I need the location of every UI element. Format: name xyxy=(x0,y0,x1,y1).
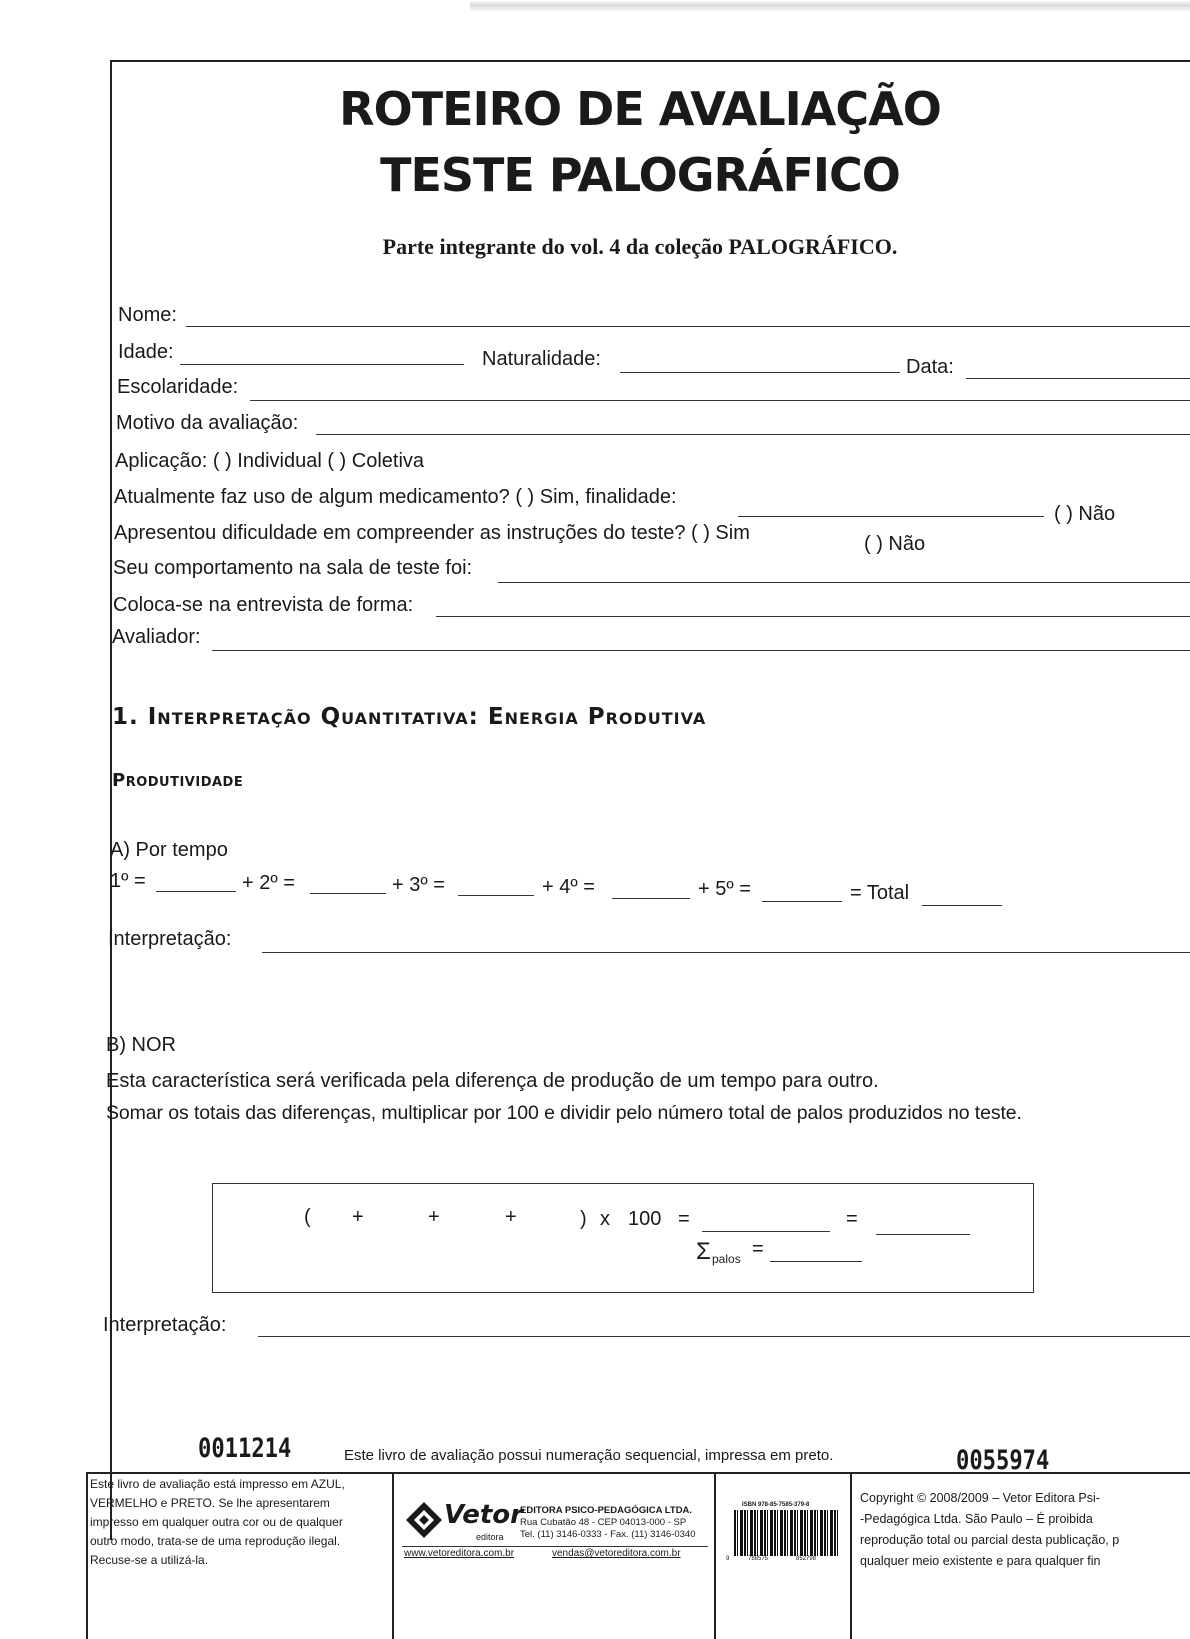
total-label: = Total xyxy=(850,882,910,904)
formula-close-paren: ) xyxy=(580,1208,587,1230)
medicamento-finalidade-field[interactable] xyxy=(738,516,1044,517)
site-link[interactable]: www.vetoreditora.com.br xyxy=(404,1548,515,1559)
entrevista-label: Coloca-se na entrevista de forma: xyxy=(113,594,414,616)
tempo-3-field[interactable] xyxy=(458,895,534,896)
footer-divider-3 xyxy=(850,1472,852,1639)
barcode-digits-left: 788575 xyxy=(748,1556,769,1562)
interpretacao-label-b: Interpretação: xyxy=(103,1314,227,1336)
formula-final-field[interactable] xyxy=(876,1234,970,1235)
email-link[interactable]: vendas@vetoreditora.com.br xyxy=(552,1548,681,1559)
contact-rule xyxy=(402,1546,708,1547)
sigma-palos-field[interactable] xyxy=(770,1261,862,1262)
idade-field[interactable] xyxy=(180,364,464,365)
tempo-4-field[interactable] xyxy=(612,898,690,899)
publisher-info xyxy=(520,1505,696,1541)
formula-equals-1: = xyxy=(678,1208,690,1230)
motivo-field[interactable] xyxy=(316,434,1190,435)
tempo-1-label: 1º = xyxy=(110,870,146,892)
notice-line: Este livro de avaliação está impresso em AZUL, xyxy=(90,1477,345,1491)
avaliador-field[interactable] xyxy=(212,650,1190,651)
publisher-line: Tel. (11) 3146-0333 - Fax. (11) 3146-0340 xyxy=(520,1529,696,1540)
formula-times: x xyxy=(600,1208,610,1230)
section-title: 1. Interpretação Quantitativa: Energia Produtiva xyxy=(112,704,707,730)
nor-label: B) NOR xyxy=(106,1034,176,1056)
interpretacao-field-a[interactable] xyxy=(262,952,1190,953)
sigma-symbol: Σ xyxy=(696,1238,711,1265)
escolaridade-field[interactable] xyxy=(250,400,1190,401)
serial-note: Este livro de avaliação possui numeração sequencial, impressa em preto. xyxy=(344,1447,834,1464)
isbn-label: ISBN 978-85-7585-379-8 xyxy=(742,1502,810,1508)
motivo-label: Motivo da avaliação: xyxy=(116,412,299,434)
medicamento-nao-checkbox[interactable]: ( ) Não xyxy=(1054,503,1116,525)
interpretacao-label-a: Interpretação: xyxy=(108,928,232,950)
formula-plus-2: + xyxy=(428,1206,440,1228)
footer-divider xyxy=(86,1472,1190,1474)
data-label: Data: xyxy=(906,356,954,378)
nor-description-2: Somar os totais das diferenças, multiplicar por 100 e dividir pelo número total de palos produzidos no teste. xyxy=(106,1102,1022,1124)
tempo-5-field[interactable] xyxy=(762,901,842,902)
sigma-equals: = xyxy=(752,1238,764,1260)
tempo-1-field[interactable] xyxy=(156,891,236,892)
barcode-icon xyxy=(734,1510,840,1556)
copyright-line: reprodução total ou parcial desta publicação, p xyxy=(860,1533,1120,1547)
tempo-2-field[interactable] xyxy=(310,893,386,894)
tempo-4-label: + 4º = xyxy=(542,876,595,898)
notice-line: VERMELHO e PRETO. Se lhe apresentarem xyxy=(90,1496,330,1510)
tempo-3-label: + 3º = xyxy=(392,874,445,896)
por-tempo-label: A) Por tempo xyxy=(110,839,228,861)
serial-number-left: 0011214 xyxy=(198,1433,292,1464)
sigma-subscript: palos xyxy=(712,1252,741,1266)
aplicacao-checkboxes[interactable]: Aplicação: ( ) Individual ( ) Coletiva xyxy=(115,450,425,472)
serial-number-right: 0055974 xyxy=(956,1445,1050,1476)
copyright-line: qualquer meio existente e para qualquer fin xyxy=(860,1554,1101,1568)
vetor-brand: Vetor xyxy=(444,1500,523,1530)
frame-top-border xyxy=(110,60,1190,62)
copyright-line: -Pedagógica Ltda. São Paulo – É proibida xyxy=(860,1512,1093,1526)
interpretacao-field-b[interactable] xyxy=(258,1336,1190,1337)
page-title-line1: ROTEIRO DE AVALIAÇÃO xyxy=(339,82,941,136)
avaliador-label: Avaliador: xyxy=(112,626,201,648)
copyright-line: Copyright © 2008/2009 – Vetor Editora Psi- xyxy=(860,1491,1100,1505)
vetor-logo-icon xyxy=(404,1500,444,1540)
notice-line: Recuse-se a utilizá-la. xyxy=(90,1553,209,1567)
notice-line: outro modo, trata-se de uma reprodução ilegal. xyxy=(90,1534,341,1548)
formula-plus-3: + xyxy=(505,1206,517,1228)
formula-plus-1: + xyxy=(352,1206,364,1228)
nor-description-1: Esta característica será verificada pela diferença de produção de um tempo para outro. xyxy=(106,1070,879,1092)
scan-artifact xyxy=(470,0,1190,12)
comportamento-field[interactable] xyxy=(498,582,1190,583)
footer-notice xyxy=(90,1475,345,1570)
tempo-5-label: + 5º = xyxy=(698,878,751,900)
nome-label: Nome: xyxy=(118,304,177,326)
formula-open-paren: ( xyxy=(304,1206,311,1228)
naturalidade-label: Naturalidade: xyxy=(482,348,601,370)
dificuldade-nao-checkbox[interactable]: ( ) Não xyxy=(864,533,926,555)
barcode-digits-right: 852798 xyxy=(796,1556,817,1562)
page-subtitle: Parte integrante do vol. 4 da coleção PALOGRÁFICO. xyxy=(382,234,898,259)
nome-field[interactable] xyxy=(186,326,1190,327)
footer-divider-2 xyxy=(714,1472,716,1639)
dificuldade-question[interactable]: Apresentou dificuldade em compreender as instruções do teste? ( ) Sim xyxy=(114,522,750,544)
naturalidade-field[interactable] xyxy=(620,372,900,373)
total-field[interactable] xyxy=(922,905,1002,906)
data-field[interactable] xyxy=(966,378,1190,379)
idade-label: Idade: xyxy=(118,341,174,363)
page-title-line2: TESTE PALOGRÁFICO xyxy=(380,148,900,202)
footer-copyright xyxy=(860,1488,1119,1572)
footer-divider-1 xyxy=(392,1472,394,1639)
publisher-line: Rua Cubatão 48 - CEP 04013-000 - SP xyxy=(520,1517,687,1528)
notice-line: impresso em qualquer outra cor ou de qualquer xyxy=(90,1515,343,1529)
footer-left-border xyxy=(86,1472,88,1639)
comportamento-label: Seu comportamento na sala de teste foi: xyxy=(113,557,473,579)
subsection-title: Produtividade xyxy=(112,770,244,791)
tempo-2-label: + 2º = xyxy=(242,872,295,894)
escolaridade-label: Escolaridade: xyxy=(117,376,239,398)
nor-formula-box xyxy=(212,1183,1034,1293)
barcode-digit-lead: 9 xyxy=(726,1556,730,1562)
formula-equals-2: = xyxy=(846,1208,858,1230)
formula-result-field[interactable] xyxy=(702,1231,830,1232)
vetor-brand-sub: editora xyxy=(476,1532,504,1542)
entrevista-field[interactable] xyxy=(436,616,1190,617)
formula-hundred: 100 xyxy=(628,1208,662,1230)
medicamento-question[interactable]: Atualmente faz uso de algum medicamento? ( ) Sim, finalidade: xyxy=(114,486,677,508)
publisher-line: EDITORA PSICO-PEDAGÓGICA LTDA. xyxy=(520,1505,693,1516)
